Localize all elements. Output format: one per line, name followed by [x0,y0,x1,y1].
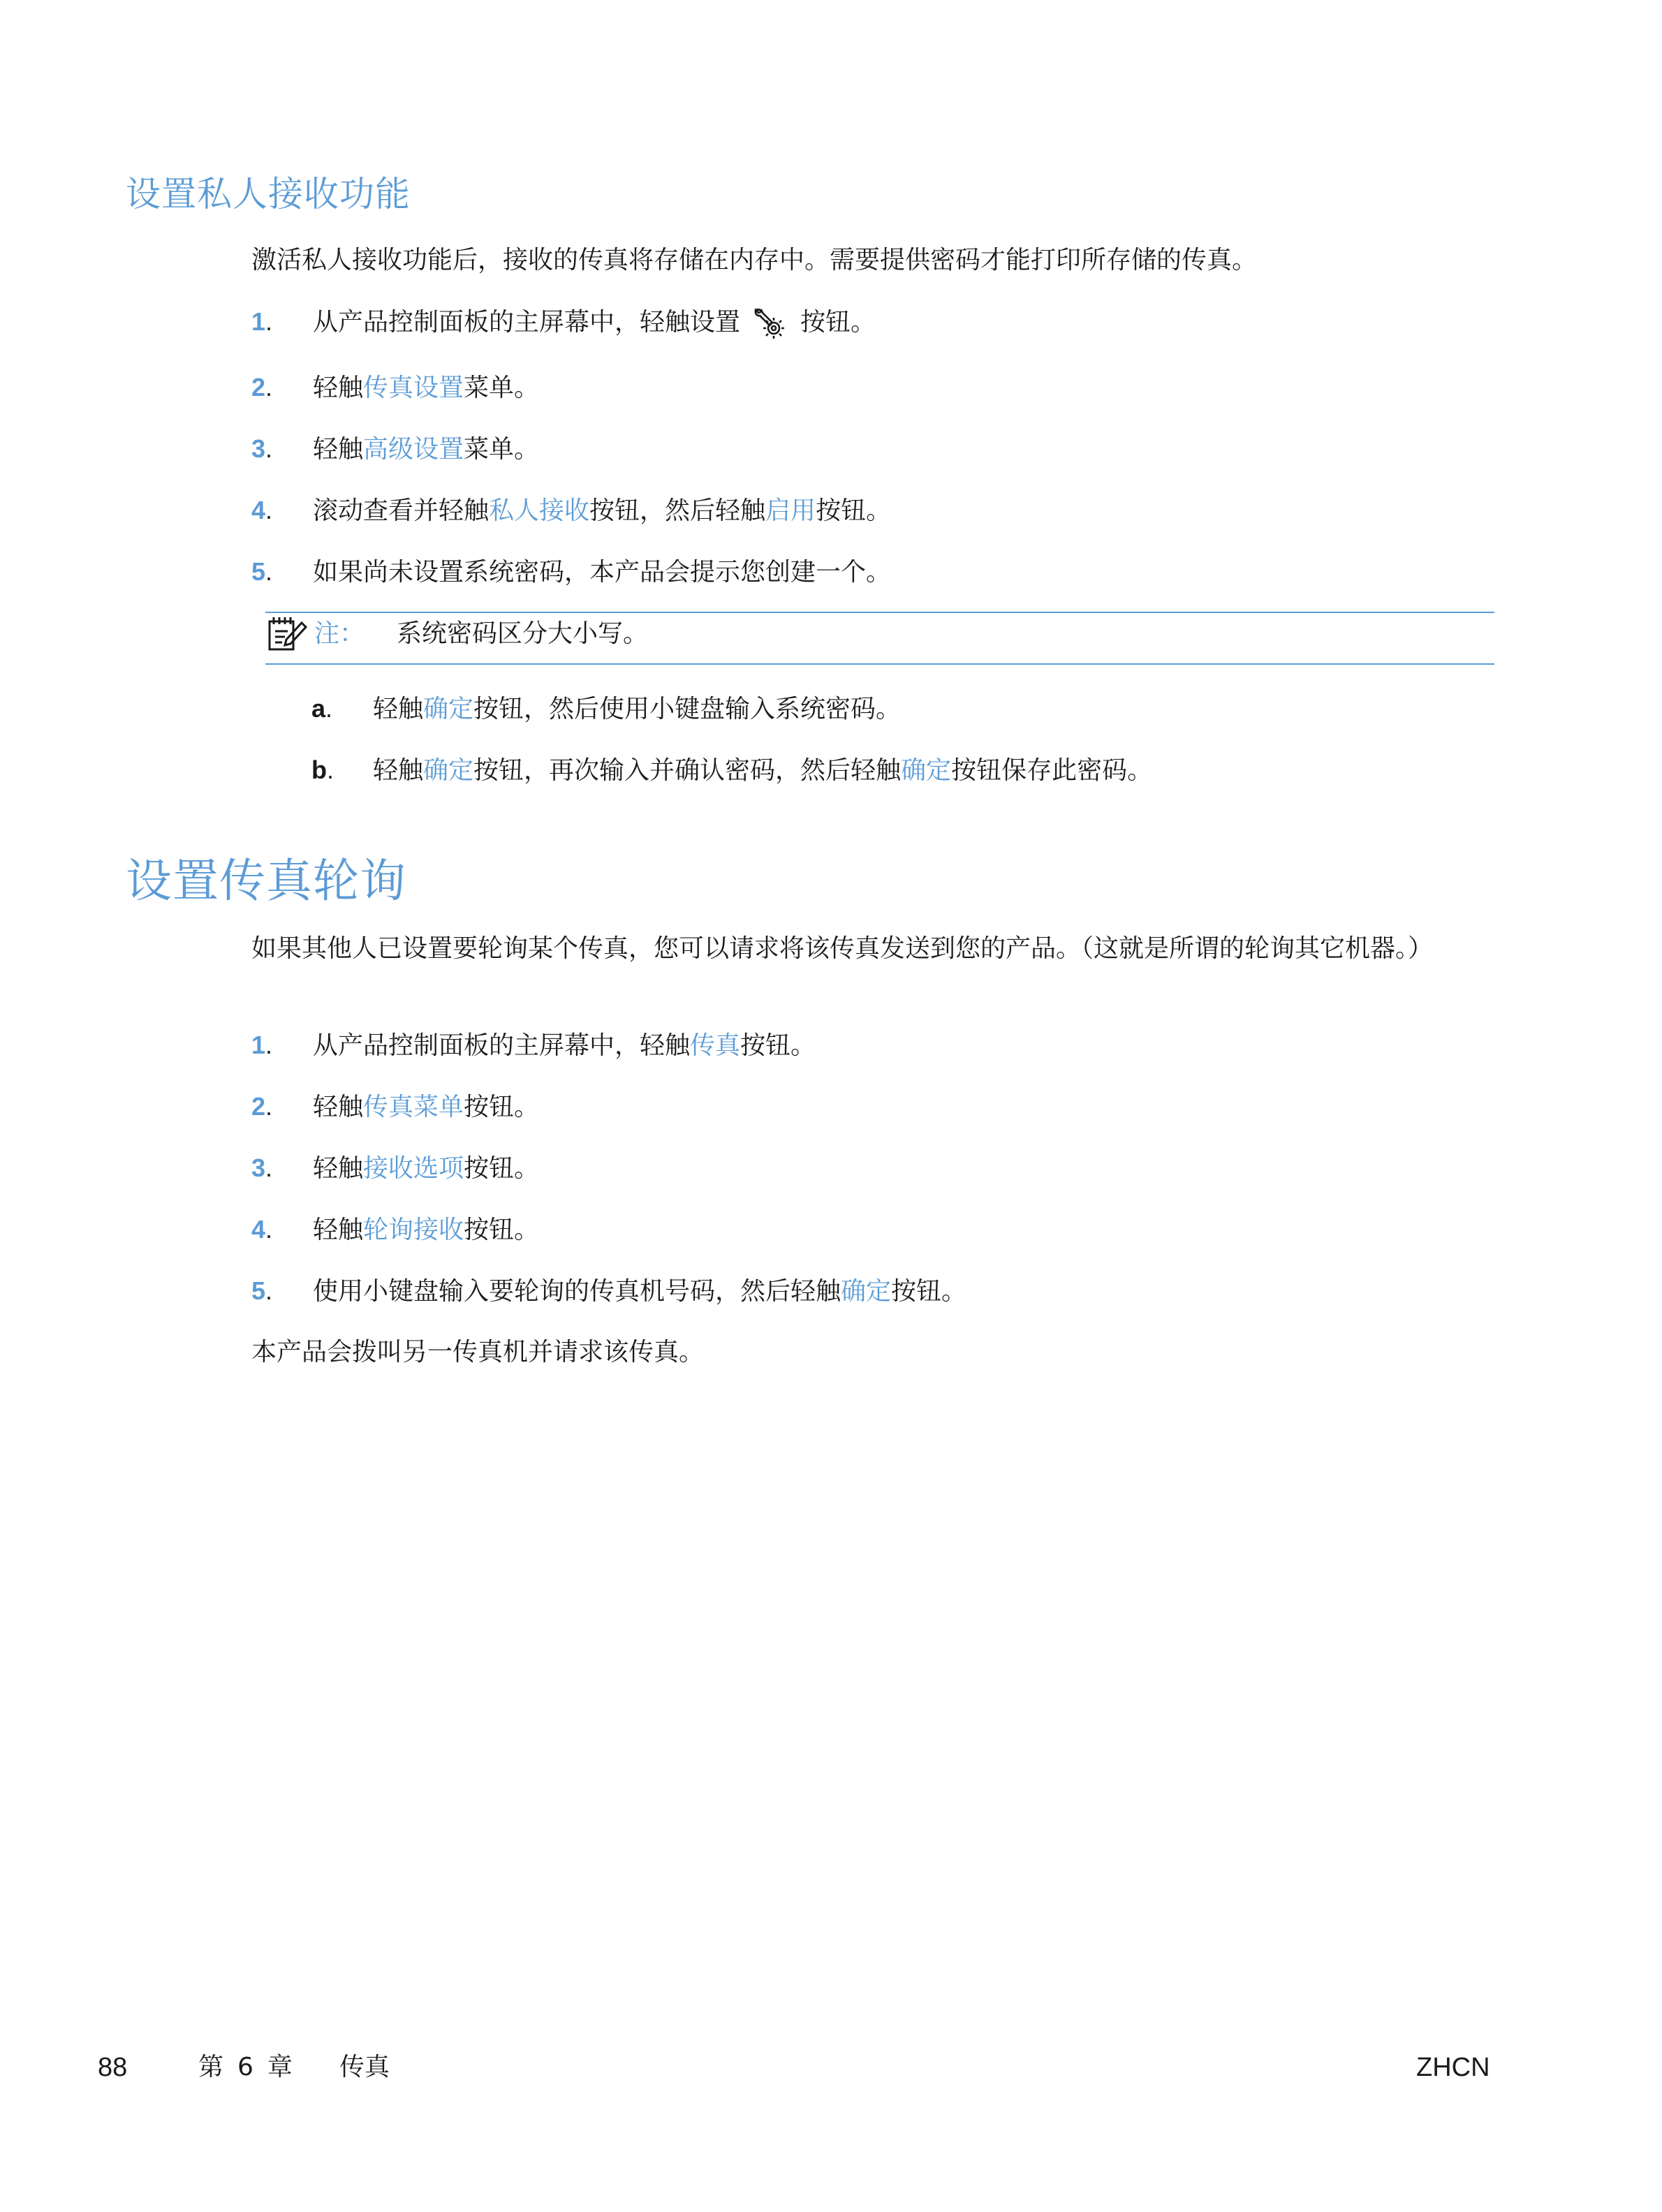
step-number: 5. [251,557,273,586]
step-text-end: 按钮。 [464,1093,540,1121]
section-heading-private-receive: 设置私人接收功能 [126,174,411,214]
section-intro: 如果其他人已设置要轮询某个传真，您可以请求将该传真发送到您的产品。（这就是所谓的轮询其它机器。） [251,934,1434,963]
step-text-end: 菜单。 [464,374,540,402]
substep-letter: a. [311,694,333,723]
step-text: 轻触 [313,1093,364,1121]
substep-text: 轻触 [373,756,424,785]
receive-options-link[interactable]: 接收选项 [363,1154,464,1183]
substep-letter: b. [311,755,334,784]
step-number: 1. [251,307,273,336]
ok-link[interactable]: 确定 [423,756,474,785]
step-text: 使用小键盘输入要轮询的传真机号码，然后轻触 [313,1277,841,1306]
substep-text-middle: 按钮，再次输入并确认密码，然后轻触 [473,756,902,785]
substep-text-end: 按钮，然后使用小键盘输入系统密码。 [473,695,902,723]
ok-link-2[interactable]: 确定 [901,756,952,785]
step-text-end: 按钮。 [891,1277,967,1306]
step-3 [251,1152,539,1185]
note-label: 注： [314,619,365,648]
step-text-end: 按钮。 [464,1154,540,1183]
note-top-rule [265,612,1494,613]
step-number: 5. [251,1276,273,1305]
advanced-settings-link[interactable]: 高级设置 [363,435,464,464]
ok-link[interactable]: 确定 [841,1277,892,1306]
section-outro: 本产品会拨叫另一传真机并请求该传真。 [251,1338,705,1366]
step-text-end: 按钮。 [464,1216,540,1244]
step-number: 4. [251,496,273,524]
note [265,614,648,654]
chapter-label: 第 6 章 [198,2053,293,2081]
step-text: 轻触 [313,374,364,402]
substep-text: 轻触 [373,695,424,723]
step-text: 如果尚未设置系统密码，本产品会提示您创建一个。 [313,558,892,587]
note-pencil-icon [265,614,310,654]
step-1 [251,1029,816,1062]
step-text-end: 菜单。 [464,435,540,464]
step-text-end: 按钮。 [816,496,892,525]
step-3 [251,433,539,466]
step-text: 轻触 [313,1216,364,1244]
page-number: 88 [98,2053,128,2082]
step-1 [251,306,876,339]
step-text: 滚动查看并轻触 [313,496,490,525]
step-number: 3. [251,1153,273,1182]
ok-link[interactable]: 确定 [423,695,474,723]
step-number: 3. [251,434,273,463]
fax-link[interactable]: 传真 [690,1031,741,1060]
private-receive-link[interactable]: 私人接收 [489,496,590,525]
step-text: 轻触 [313,1154,364,1183]
step-number: 4. [251,1215,273,1244]
section-heading-fax-polling: 设置传真轮询 [126,854,406,908]
enable-link[interactable]: 启用 [765,496,816,525]
step-text-middle: 按钮，然后轻触 [589,496,766,525]
note-text: 系统密码区分大小写。 [397,619,649,648]
fax-settings-link[interactable]: 传真设置 [363,374,464,402]
step-text-end: 按钮。 [740,1031,816,1060]
step-5 [251,556,891,589]
substep-text-end: 按钮保存此密码。 [951,756,1153,785]
fax-menu-link[interactable]: 传真菜单 [363,1093,464,1121]
substep-a [311,693,901,725]
note-bottom-rule [265,663,1494,665]
step-4 [251,494,891,527]
step-2 [251,1091,539,1123]
step-2 [251,371,539,404]
step-number: 1. [251,1031,273,1059]
step-text: 轻触 [313,435,364,464]
settings-icon [750,307,790,339]
locale-code: ZHCN [1416,2053,1490,2082]
section-intro: 激活私人接收功能后，接收的传真将存储在内存中。需要提供密码才能打印所存储的传真。 [251,246,1258,274]
substep-b [311,754,1152,787]
step-text: 从产品控制面板的主屏幕中，轻触 [313,1031,691,1060]
step-number: 2. [251,1092,273,1121]
poll-receive-link[interactable]: 轮询接收 [363,1216,464,1244]
chapter-title: 传真 [339,2053,390,2081]
step-text-end: 按钮。 [800,308,876,337]
step-number: 2. [251,373,273,401]
step-4 [251,1214,539,1246]
step-text: 从产品控制面板的主屏幕中，轻触设置 [313,308,741,337]
step-5 [251,1275,966,1308]
